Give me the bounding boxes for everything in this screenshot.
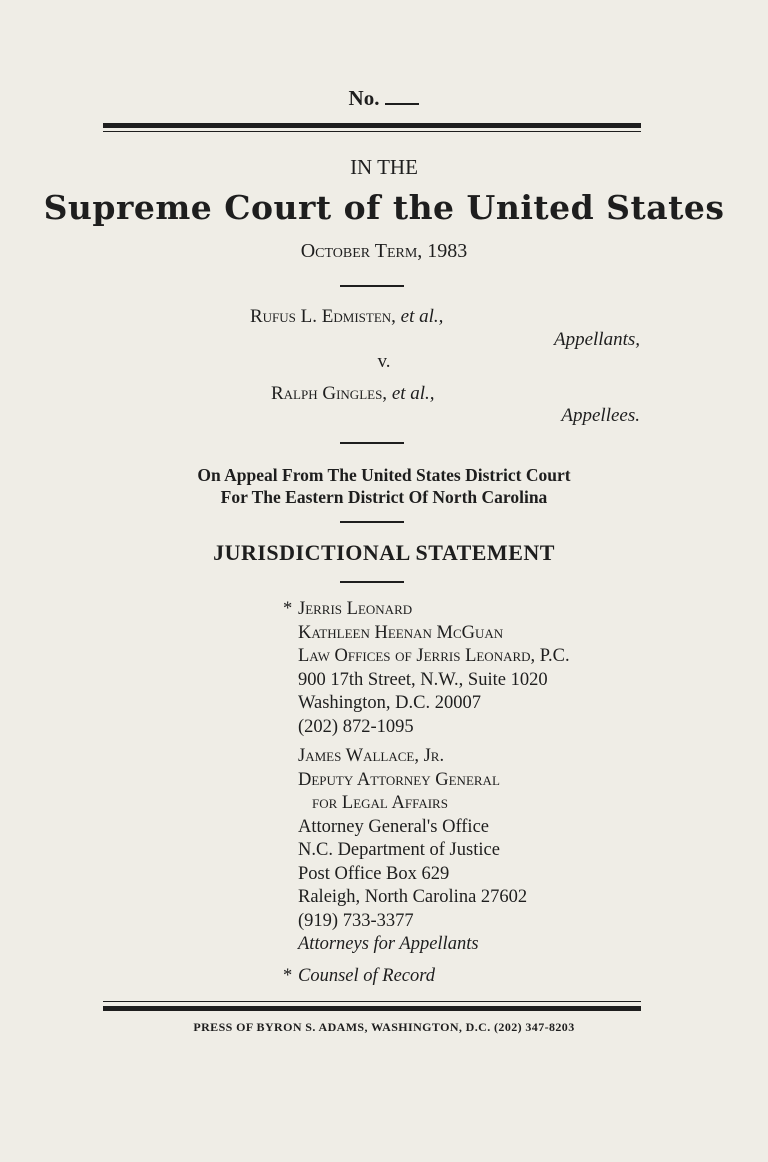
top-thin-rule bbox=[103, 131, 641, 132]
counsel-line: James Wallace, Jr. bbox=[298, 746, 445, 766]
counsel-line: 900 17th Street, N.W., Suite 1020 bbox=[298, 669, 548, 690]
appeal-line-2: For The Eastern District Of North Carolina bbox=[220, 487, 548, 507]
bottom-heavy-rule bbox=[103, 1006, 641, 1011]
term-text: October Term, 1983 bbox=[300, 240, 468, 262]
top-heavy-rule bbox=[103, 123, 641, 128]
document-title: JURISDICTIONAL STATEMENT bbox=[213, 540, 555, 565]
divider-rule-1 bbox=[340, 285, 404, 287]
counsel-line: Post Office Box 629 bbox=[298, 863, 450, 884]
counsel-star: * bbox=[283, 599, 293, 619]
appellant-party bbox=[250, 306, 443, 328]
divider-rule-3 bbox=[340, 521, 404, 523]
docket-number bbox=[0, 86, 768, 111]
counsel-line: N.C. Department of Justice bbox=[298, 840, 500, 860]
appellee-etal: et al., bbox=[391, 383, 435, 404]
counsel-block-2 bbox=[298, 745, 527, 957]
counsel-line: Law Offices of Jerris Leonard, P.C. bbox=[298, 646, 570, 666]
counsel-block-1 bbox=[283, 598, 570, 739]
court-name: Supreme Court of the United States bbox=[43, 188, 725, 227]
docket-blank bbox=[385, 89, 419, 105]
appellant-etal: et al., bbox=[400, 306, 444, 327]
counsel-line: (919) 733-3377 bbox=[298, 910, 414, 931]
note-star: * bbox=[283, 966, 293, 986]
counsel-line: Raleigh, North Carolina 27602 bbox=[298, 887, 528, 907]
counsel-line: Attorney General's Office bbox=[298, 816, 489, 837]
in-the-text: IN THE bbox=[350, 155, 418, 179]
counsel-line: Jerris Leonard bbox=[298, 599, 413, 619]
appellant-name: Rufus L. Edmisten, bbox=[250, 306, 396, 327]
appellee-name: Ralph Gingles, bbox=[271, 383, 388, 404]
versus-text: v. bbox=[377, 351, 391, 372]
counsel-of-record-text: Counsel of Record bbox=[298, 966, 436, 986]
divider-rule-2 bbox=[340, 442, 404, 444]
counsel-line: Deputy Attorney General bbox=[298, 769, 500, 790]
appeal-line-1: On Appeal From The United States District Court bbox=[197, 465, 571, 485]
counsel-line: Kathleen Heenan McGuan bbox=[298, 622, 504, 643]
counsel-line: Washington, D.C. 20007 bbox=[298, 693, 481, 713]
bottom-thin-rule bbox=[103, 1001, 641, 1002]
appellee-party bbox=[271, 383, 435, 405]
appellant-role: Appellants, bbox=[553, 329, 640, 350]
counsel-line: (202) 872-1095 bbox=[298, 716, 414, 737]
printer-imprint: PRESS OF BYRON S. ADAMS, WASHINGTON, D.C. (202) 347-8203 bbox=[193, 1020, 575, 1034]
appellee-role: Appellees. bbox=[561, 405, 640, 426]
attorneys-for-line: Attorneys for Appellants bbox=[298, 934, 479, 954]
counsel-of-record-note bbox=[283, 965, 436, 989]
docket-label: No. bbox=[348, 86, 380, 110]
divider-rule-4 bbox=[340, 581, 404, 583]
counsel-line: for Legal Affairs bbox=[312, 793, 448, 813]
